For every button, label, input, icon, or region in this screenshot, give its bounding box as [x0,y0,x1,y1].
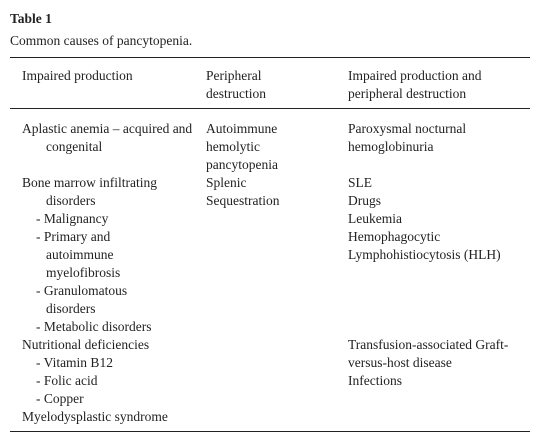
cell-granulomatous: - Granulomatous disorders [36,283,128,316]
header-impaired-production: Impaired production [22,68,133,83]
top-rule [10,57,530,58]
cell-splenic-sequestration: Splenic Sequestration [206,175,280,208]
cell-gvhd: Transfusion-associated Graft-versus-host disease [348,337,509,370]
cell-folic-acid: - Folic acid [36,373,98,388]
cell-autoimmune-hemolytic: Autoimmune hemolytic pancytopenia [206,121,278,172]
table-title: Table 1 [10,11,52,26]
cell-infections: Infections [348,373,402,388]
cell-aplastic-anemia: Aplastic anemia – acquired and congenital [22,121,193,154]
cell-leukemia: Leukemia [348,211,402,226]
cell-pnh: Paroxysmal nocturnal hemoglobinuria [348,121,467,154]
header-both: Impaired production and peripheral destruction [348,68,482,101]
cell-myelodysplastic: Myelodysplastic syndrome [22,409,168,424]
cell-copper: - Copper [36,391,84,406]
table-caption: Common causes of pancytopenia. [10,33,193,48]
cell-metabolic: - Metabolic disorders [36,319,152,334]
cell-sle: SLE [348,175,373,190]
cell-nutritional-deficiencies: Nutritional deficiencies [22,337,150,352]
cell-vitamin-b12: - Vitamin B12 [36,355,113,370]
cell-drugs: Drugs [348,193,381,208]
cell-hemophagocytic: Hemophagocytic [348,229,441,244]
cell-bone-marrow-infiltrating: Bone marrow infiltrating disorders [22,175,157,208]
cell-malignancy: - Malignancy [36,211,109,226]
cell-myelofibrosis: - Primary and autoimmune myelofibrosis [36,229,121,280]
cell-lymphohistiocytosis: Lymphohistiocytosis (HLH) [348,247,501,262]
header-peripheral-destruction: Peripheral destruction [206,68,266,101]
header-rule [10,108,530,109]
bottom-rule [10,431,530,432]
